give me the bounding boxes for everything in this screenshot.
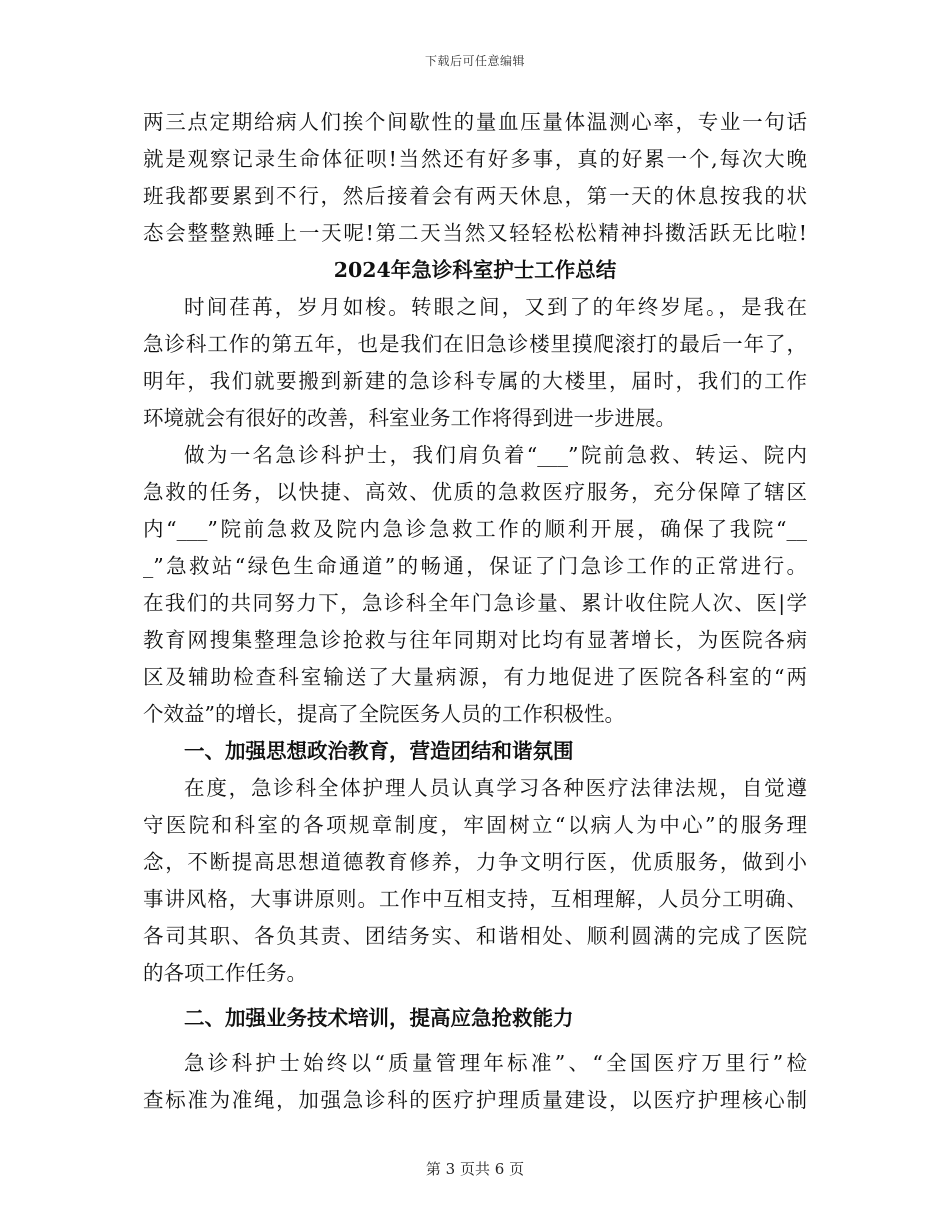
- text-line: 在度，急诊科全体护理人员认真学习各种医疗法律法规，自觉遵: [184, 776, 807, 800]
- page-number: 第 3 页共 6 页: [425, 1160, 525, 1178]
- text-line: 时间荏苒，岁月如梭。转眼之间，又到了的年终岁尾。，是我在: [184, 295, 807, 319]
- text-line: 急诊科工作的第五年，也是我们在旧急诊楼里摸爬滚打的最后一年了，: [143, 332, 807, 356]
- text-line: 班我都要累到不行，然后接着会有两天休息，第一天的休息按我的状: [143, 184, 807, 208]
- text-line: 事讲风格，大事讲原则。工作中互相支持，互相理解，人员分工明确、: [143, 887, 807, 911]
- text-line: 查标准为准绳，加强急诊科的医疗护理质量建设，以医疗护理核心制: [143, 1088, 807, 1112]
- text-line: 环境就会有很好的改善，科室业务工作将得到进一步进展。: [143, 406, 676, 430]
- text-line: 的各项工作任务。: [143, 961, 307, 985]
- text-line: 教育网搜集整理急诊抢救与往年同期对比均有显著增长，为医院各病: [143, 628, 807, 652]
- text-line: 两三点定期给病人们挨个间歇性的量血压量体温测心率，专业一句话: [143, 110, 807, 134]
- text-line: 急救的任务，以快捷、高效、优质的急救医疗服务，充分保障了辖区: [143, 480, 807, 504]
- text-line: 内“___”院前急救及院内急诊急救工作的顺利开展，确保了我院“__: [143, 517, 807, 541]
- text-line: 各司其职、各负其责、团结务实、和谐相处、顺利圆满的完成了医院: [143, 924, 807, 948]
- text-line: 念，不断提高思想道德教育修养，力争文明行医，优质服务，做到小: [143, 850, 807, 874]
- text-line: 明年，我们就要搬到新建的急诊科专属的大楼里，届时，我们的工作: [143, 369, 807, 393]
- section-heading: 一、加强思想政治教育，营造团结和谐氛围: [184, 739, 574, 763]
- section-heading: 二、加强业务技术培训，提高应急抢救能力: [184, 1006, 574, 1030]
- text-line: 在我们的共同努力下，急诊科全年门急诊量、累计收住院人次、医|学: [143, 591, 807, 615]
- text-line: 守医院和科室的各项规章制度，牢固树立“以病人为中心”的服务理: [143, 813, 807, 837]
- text-line: 就是观察记录生命体征呗!当然还有好多事，真的好累一个,每次大晚: [143, 147, 807, 171]
- text-line: 急诊科护士始终以“质量管理年标准”、“全国医疗万里行”检: [184, 1051, 807, 1075]
- document-body: [143, 104, 807, 1119]
- text-line: _”急救站“绿色生命通道”的畅通，保证了门急诊工作的正常进行。: [143, 554, 807, 578]
- text-line: 个效益”的增长，提高了全院医务人员的工作积极性。: [143, 702, 625, 726]
- text-line: 态会整整熟睡上一天呢!第二天当然又轻轻松松精神抖擞活跃无比啦!: [143, 221, 807, 245]
- text-line: 区及辅助检查科室输送了大量病源，有力地促进了医院各科室的“两: [143, 665, 807, 689]
- page-header: 下载后可任意编辑: [424, 54, 525, 68]
- text-line: 做为一名急诊科护士，我们肩负着“___”院前急救、转运、院内: [184, 443, 807, 467]
- document-title: 2024年急诊科室护士工作总结: [333, 258, 617, 282]
